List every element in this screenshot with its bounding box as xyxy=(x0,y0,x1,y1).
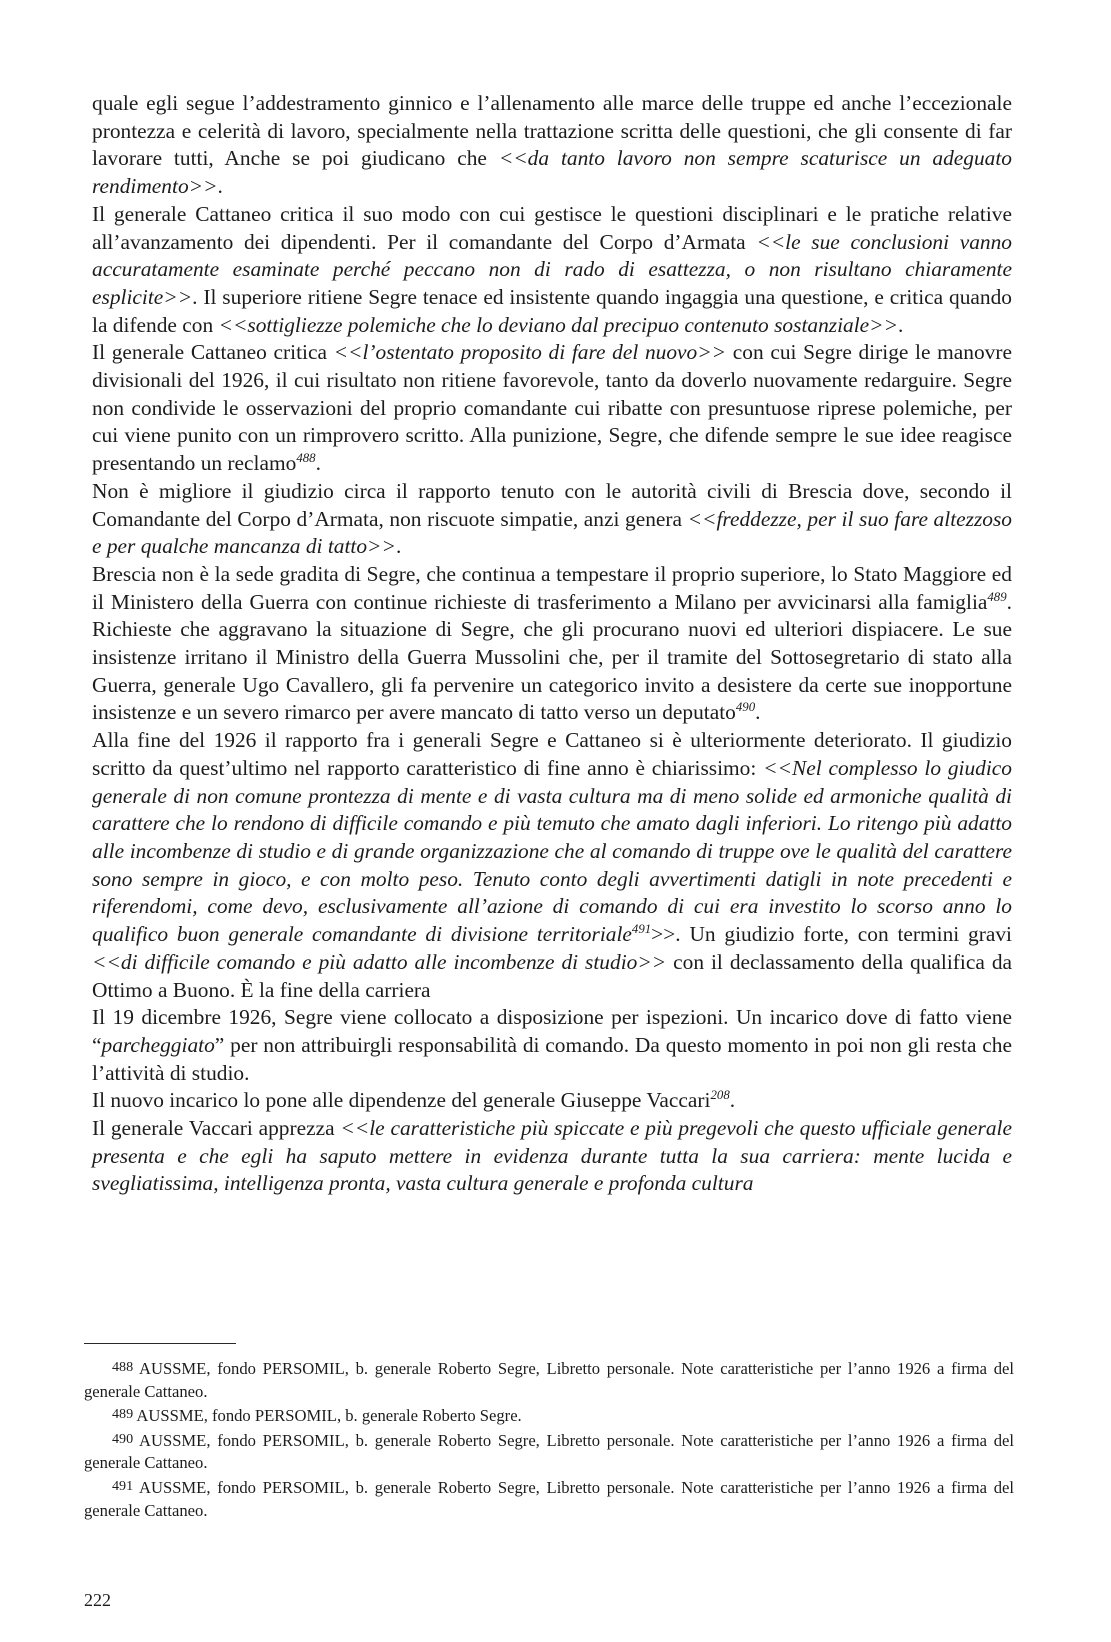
footnote-number: 488 xyxy=(112,1359,134,1375)
text-run: . xyxy=(729,1088,736,1113)
text-run: . xyxy=(315,451,321,476)
paragraph xyxy=(92,339,1012,478)
text-run: . xyxy=(898,312,904,337)
quoted-text: parcheggiato xyxy=(101,1032,215,1057)
footnote-ref: 491 xyxy=(631,921,652,936)
footnote-text: AUSSME, fondo PERSOMIL, b. generale Roberto Segre, Libretto personale. Note caratteristiche per l’anno 1926 a firma del generale Cattaneo. xyxy=(84,1477,1015,1520)
quoted-text: <<da tanto lavoro non sempre scaturisce un adeguato rendimento>> xyxy=(92,146,1012,199)
footnote-number: 490 xyxy=(112,1430,134,1447)
text-run: . xyxy=(755,700,761,725)
text-run: con cui Segre dirige le manovre divisionali del 1926, il cui risultato non ritiene favorevole, tanto da doverlo nuovamente redarguire. Segre non condivide le osservazioni del proprio comandante cui ribatte con presuntuose riprese polemiche, per cui viene punito con un rimprovero scritto. Alla punizione, Segre, che difende sempre le sue idee reagisce presentando un reclamo xyxy=(92,340,1012,476)
paragraph xyxy=(92,90,1012,201)
text-run: . xyxy=(217,174,223,199)
text-run: Brescia non è la sede gradita di Segre, che continua a tempestare il proprio superiore, lo Stato Maggiore ed il Ministero della Guerra con continue richieste di trasferimento a Milano per avvicinarsi alla famiglia xyxy=(92,561,1012,614)
text-run: ” per non attribuirgli responsabilità di comando. Da questo momento in poi non gli resta che l’attività di studio. xyxy=(92,1032,1012,1085)
footnote-text: AUSSME, fondo PERSOMIL, b. generale Roberto Segre. xyxy=(136,1406,522,1426)
footnote-text: AUSSME, fondo PERSOMIL, b. generale Roberto Segre, Libretto personale. Note caratteristiche per l’anno 1926 a firma del generale Cattaneo. xyxy=(84,1430,1015,1473)
quoted-text: <<Nel complesso lo giudico generale di non comune prontezza di mente e di vasta cultura ma di meno solide ed armoniche qualità di carattere che lo rendono di difficile comando e più temuto che amato dagli inferiori. Lo ritengo più adatto alle incombenze di studio e di grande organizzazione che al comando di truppe ove le qualità del carattere sono sempre in gioco, e con molto peso. Tenuto conto degli avvertimenti datigli in note precedenti e riferendomi, come devo, esclusivamente all’azione di comando di cui era investito lo scorso anno lo qualifico buon generale comandante di divisione territoriale xyxy=(92,755,1012,947)
text-run: . xyxy=(395,534,402,559)
paragraph xyxy=(92,1087,1012,1115)
text-run: Il generale Cattaneo critica il suo modo con cui gestisce le questioni disciplinari e le pratiche relative all’avanzamento dei dipendenti. Per il comandante del Corpo d’Armata xyxy=(92,201,1012,254)
footnote-ref: 489 xyxy=(987,589,1007,604)
paragraph xyxy=(92,1115,1012,1198)
quoted-text: <<le sue conclusioni vanno accuratamente esaminate perché peccano non di rado di esattezza, o non risultano chiaramente esplicite>> xyxy=(92,229,1012,309)
quoted-text: <<di difficile comando e più adatto alle incombenze di studio>> xyxy=(92,949,667,974)
footnote xyxy=(84,1403,1014,1428)
footnote-ref: 208 xyxy=(710,1088,730,1103)
paragraph xyxy=(92,727,1012,1004)
paragraph xyxy=(92,201,1012,340)
footnote xyxy=(84,1475,1014,1522)
text-run: quale egli segue l’addestramento ginnico e l’allenamento alle marce delle truppe ed anche l’eccezionale prontezza e celerità di lavoro, specialmente nella trattazione scritta delle questioni, che gli consente di far lavorare tutti, Anche se poi giudicano che xyxy=(92,91,1012,171)
text-run: Alla fine del 1926 il rapporto fra i generali Segre e Cattaneo si è ulteriormente deteriorato. Il giudizio scritto da quest’ultimo nel rapporto caratteristico di fine anno è chiarissimo: xyxy=(92,728,1012,780)
paragraph xyxy=(92,1004,1012,1087)
page-number: 222 xyxy=(84,1590,111,1610)
footnote-ref: 488 xyxy=(296,451,316,466)
text-run: Il 19 dicembre 1926, Segre viene collocato a disposizione per ispezioni. Un incarico dove di fatto viene “ xyxy=(92,1005,1012,1057)
footnote xyxy=(84,1428,1014,1475)
text-run: Il nuovo incarico lo pone alle dipendenze del generale Giuseppe Vaccari xyxy=(92,1088,711,1113)
footnote xyxy=(84,1356,1014,1403)
text-run: . Richieste che aggravano la situazione di Segre, che gli procurano nuovi ed ulteriori dispiacere. Le sue insistenze irritano il Ministro della Guerra Mussolini che, per il tramite del Sottosegretario di stato alla Guerra, generale Ugo Cavallero, gli fa pervenire un categorico invito a desistere da certe sue inopportune insistenze e un severo rimarco per avere mancato di tatto verso un deputato xyxy=(92,589,1012,725)
paragraph xyxy=(92,561,1012,727)
text-run: con il declassamento della qualifica da Ottimo a Buono. È la fine della carriera xyxy=(92,949,1013,1002)
quoted-text: <<le caratteristiche più spiccate e più pregevoli che questo ufficiale generale presenta e che egli ha saputo mettere in evidenza durante tutta la sua carriera: mente lucida e svegliatissima, intelligenza pronta, vasta cultura generale e profonda cultura xyxy=(92,1116,1012,1196)
text-run: . Il superiore ritiene Segre tenace ed insistente quando ingaggia una questione, e critica quando la difende con xyxy=(92,284,1012,337)
footnote-number: 491 xyxy=(112,1477,134,1494)
quoted-text: <<l’ostentato proposito di fare del nuovo>> xyxy=(333,340,727,365)
text-run: Il generale Cattaneo critica xyxy=(92,340,334,365)
quoted-text: <<freddezze, per il suo fare altezzoso e per qualche mancanza di tatto>> xyxy=(92,506,1012,559)
main-text xyxy=(92,90,1012,1198)
footnote-number: 489 xyxy=(112,1406,134,1423)
footnote-separator xyxy=(84,1343,236,1344)
quoted-text: <<sottigliezze polemiche che lo deviano dal precipuo contenuto sostanziale>> xyxy=(218,312,899,337)
paragraph xyxy=(92,478,1012,561)
text-run: >>. Un giudizio forte, con termini gravi xyxy=(651,922,1012,947)
text-run: Il generale Vaccari apprezza xyxy=(92,1116,341,1141)
footnote-text: AUSSME, fondo PERSOMIL, b. generale Roberto Segre, Libretto personale. Note caratteristiche per l’anno 1926 a firma del generale Cattaneo. xyxy=(84,1359,1015,1401)
text-run: Non è migliore il giudizio circa il rapporto tenuto con le autorità civili di Brescia dove, secondo il Comandante del Corpo d’Armata, non riscuote simpatie, anzi genera xyxy=(92,478,1012,531)
footnote-ref: 490 xyxy=(735,700,756,715)
footnotes xyxy=(84,1356,1014,1522)
